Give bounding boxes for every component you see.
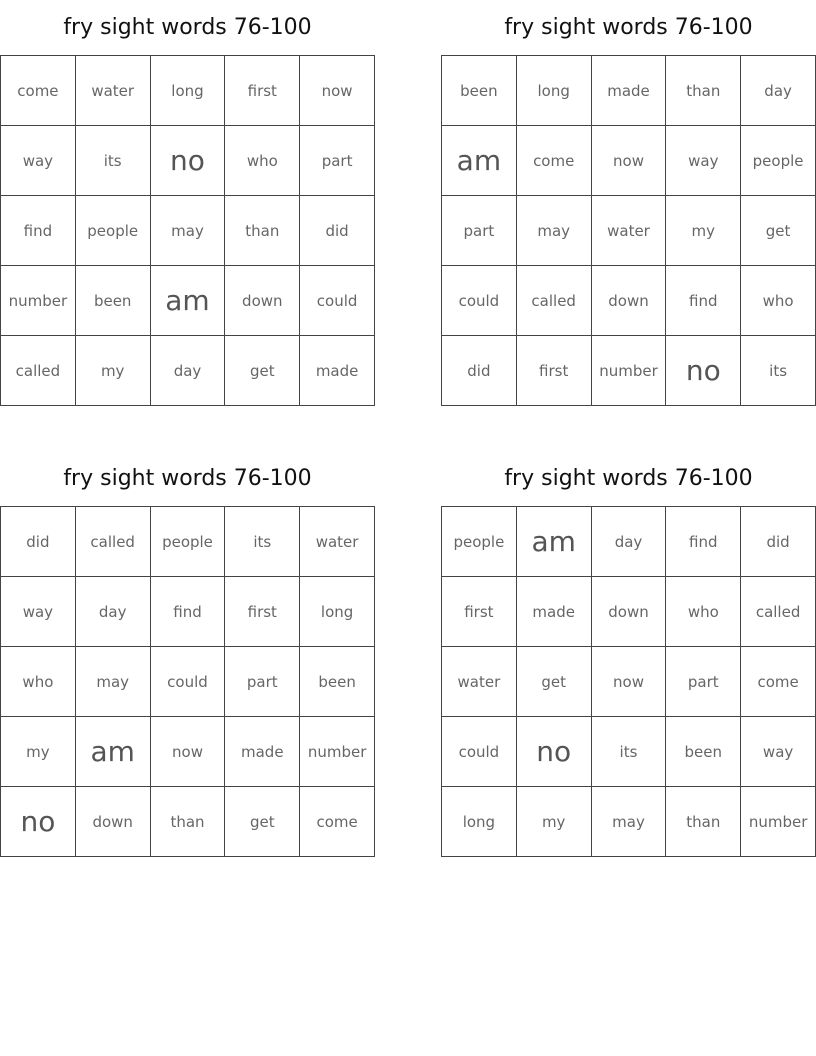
bingo-grid	[0, 506, 375, 857]
word-cell: no	[666, 336, 741, 406]
word-cell: my	[1, 717, 76, 787]
word-cell: who	[666, 577, 741, 647]
word-cell: may	[592, 787, 667, 857]
word-cell: get	[225, 336, 300, 406]
word-cell: called	[76, 507, 151, 577]
word-cell: first	[517, 336, 592, 406]
word-cell: been	[666, 717, 741, 787]
bingo-card-1	[0, 0, 375, 406]
word-cell: may	[517, 196, 592, 266]
word-cell: called	[741, 577, 816, 647]
word-cell: way	[1, 126, 76, 196]
word-cell: my	[76, 336, 151, 406]
word-cell: down	[225, 266, 300, 336]
word-cell: made	[300, 336, 375, 406]
card-title: fry sight words 76-100	[63, 15, 312, 40]
word-cell: come	[300, 787, 375, 857]
word-cell: am	[442, 126, 517, 196]
word-cell: been	[300, 647, 375, 717]
word-cell: long	[300, 577, 375, 647]
word-cell: number	[592, 336, 667, 406]
word-cell: day	[592, 507, 667, 577]
word-cell: than	[666, 787, 741, 857]
word-cell: made	[517, 577, 592, 647]
word-cell: long	[442, 787, 517, 857]
word-cell: way	[1, 577, 76, 647]
word-cell: now	[300, 56, 375, 126]
word-cell: first	[225, 577, 300, 647]
word-cell: my	[666, 196, 741, 266]
word-cell: find	[666, 507, 741, 577]
word-cell: am	[517, 507, 592, 577]
word-cell: come	[517, 126, 592, 196]
word-cell: may	[151, 196, 226, 266]
bingo-card-2	[441, 0, 816, 406]
word-cell: day	[151, 336, 226, 406]
word-cell: no	[151, 126, 226, 196]
word-cell: way	[741, 717, 816, 787]
word-cell: called	[517, 266, 592, 336]
word-cell: may	[76, 647, 151, 717]
word-cell: its	[225, 507, 300, 577]
word-cell: than	[151, 787, 226, 857]
word-cell: its	[741, 336, 816, 406]
word-cell: people	[76, 196, 151, 266]
word-cell: its	[76, 126, 151, 196]
word-cell: its	[592, 717, 667, 787]
word-cell: part	[300, 126, 375, 196]
word-cell: than	[666, 56, 741, 126]
word-cell: find	[1, 196, 76, 266]
word-cell: made	[225, 717, 300, 787]
word-cell: day	[741, 56, 816, 126]
word-cell: find	[666, 266, 741, 336]
word-cell: day	[76, 577, 151, 647]
word-cell: come	[741, 647, 816, 717]
word-cell: who	[741, 266, 816, 336]
word-cell: long	[517, 56, 592, 126]
word-cell: down	[76, 787, 151, 857]
word-cell: now	[592, 126, 667, 196]
word-cell: find	[151, 577, 226, 647]
word-cell: number	[741, 787, 816, 857]
word-cell: water	[442, 647, 517, 717]
word-cell: water	[76, 56, 151, 126]
bingo-card-3	[0, 451, 375, 857]
word-cell: did	[442, 336, 517, 406]
card-title: fry sight words 76-100	[504, 466, 753, 491]
word-cell: down	[592, 577, 667, 647]
bingo-card-4	[441, 451, 816, 857]
word-cell: could	[442, 717, 517, 787]
word-cell: long	[151, 56, 226, 126]
word-cell: first	[225, 56, 300, 126]
word-cell: am	[151, 266, 226, 336]
word-cell: could	[151, 647, 226, 717]
word-cell: part	[225, 647, 300, 717]
bingo-grid	[441, 506, 816, 857]
word-cell: get	[517, 647, 592, 717]
word-cell: water	[592, 196, 667, 266]
word-cell: could	[442, 266, 517, 336]
word-cell: who	[225, 126, 300, 196]
word-cell: my	[517, 787, 592, 857]
word-cell: no	[517, 717, 592, 787]
word-cell: did	[741, 507, 816, 577]
word-cell: down	[592, 266, 667, 336]
word-cell: first	[442, 577, 517, 647]
word-cell: no	[1, 787, 76, 857]
word-cell: been	[442, 56, 517, 126]
card-title: fry sight words 76-100	[504, 15, 753, 40]
word-cell: did	[1, 507, 76, 577]
word-cell: been	[76, 266, 151, 336]
word-cell: part	[666, 647, 741, 717]
word-cell: now	[592, 647, 667, 717]
word-cell: get	[225, 787, 300, 857]
word-cell: made	[592, 56, 667, 126]
word-cell: people	[151, 507, 226, 577]
word-cell: am	[76, 717, 151, 787]
word-cell: come	[1, 56, 76, 126]
word-cell: now	[151, 717, 226, 787]
word-cell: number	[1, 266, 76, 336]
word-cell: could	[300, 266, 375, 336]
word-cell: number	[300, 717, 375, 787]
bingo-grid	[0, 55, 375, 406]
word-cell: people	[741, 126, 816, 196]
word-cell: way	[666, 126, 741, 196]
card-title: fry sight words 76-100	[63, 466, 312, 491]
word-cell: did	[300, 196, 375, 266]
word-cell: water	[300, 507, 375, 577]
word-cell: get	[741, 196, 816, 266]
word-cell: called	[1, 336, 76, 406]
word-cell: than	[225, 196, 300, 266]
word-cell: people	[442, 507, 517, 577]
bingo-grid	[441, 55, 816, 406]
word-cell: who	[1, 647, 76, 717]
word-cell: part	[442, 196, 517, 266]
